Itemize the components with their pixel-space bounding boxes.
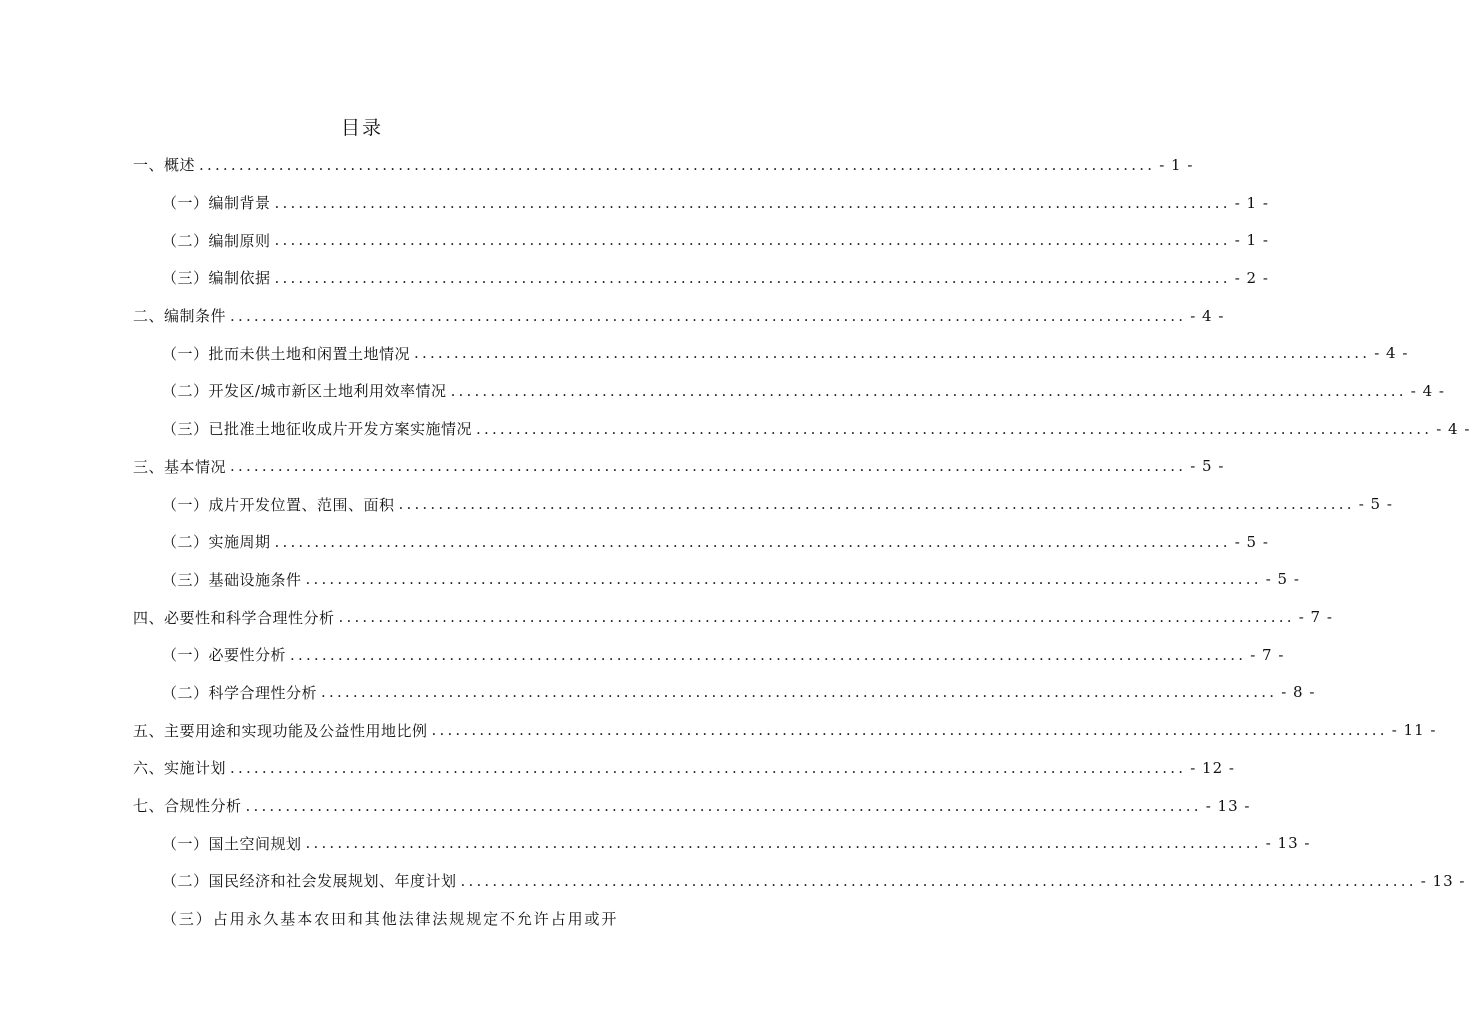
toc-dot-leader: ........................................................................................................................: [305, 570, 1262, 589]
toc-dot-leader: ........................................................................................................................: [338, 608, 1295, 627]
toc-dot-leader: ........................................................................................................................: [321, 683, 1278, 702]
toc-dot-leader: ........................................................................................................................: [274, 193, 1231, 212]
toc-entry[interactable]: [0, 184, 1269, 222]
toc-entry-text: （二）科学合理性分析: [162, 683, 318, 702]
toc-dot-leader: ........................................................................................................................: [274, 231, 1231, 250]
toc-page-number: - 7 -: [1298, 608, 1333, 627]
toc-entry[interactable]: [0, 334, 1409, 372]
toc-page-number: - 7 -: [1250, 645, 1285, 664]
toc-page-number: - 1 -: [1234, 231, 1269, 250]
toc-title: 目录: [340, 117, 383, 139]
toc-dot-leader: ........................................................................................................................: [305, 834, 1262, 853]
toc-entry-text: 七、合规性分析: [133, 797, 242, 816]
table-of-contents: [0, 146, 1470, 937]
toc-dot-leader: ........................................................................................................................: [431, 721, 1388, 740]
toc-page-number: - 8 -: [1281, 683, 1316, 702]
toc-entry-text: （三）已批准土地征收成片开发方案实施情况: [162, 420, 473, 439]
toc-dot-leader: ........................................................................................................................: [414, 344, 1371, 363]
toc-entry[interactable]: [0, 259, 1269, 297]
toc-entry[interactable]: [0, 900, 724, 938]
toc-dot-leader: ........................................................................................................................: [274, 532, 1231, 551]
toc-entry[interactable]: [0, 787, 1251, 825]
toc-page-number: - 5 -: [1358, 495, 1393, 514]
toc-page-number: - 2 -: [1234, 268, 1269, 287]
toc-entry[interactable]: [0, 561, 1300, 599]
toc-entry-text: 五、主要用途和实现功能及公益性用地比例: [133, 721, 428, 740]
toc-page-number: - 12 -: [1190, 758, 1235, 777]
toc-entry-text: （一）编制背景: [162, 194, 271, 213]
toc-entry[interactable]: [0, 146, 1194, 184]
toc-page-number: - 1 -: [1159, 155, 1194, 174]
toc-entry-text: （二）开发区/城市新区土地利用效率情况: [162, 382, 447, 401]
toc-dot-leader: ........................................................................................................................: [230, 758, 1187, 777]
toc-entry-text: （二）编制原则: [162, 231, 271, 250]
toc-entry-text: （三）基础设施条件: [162, 570, 302, 589]
toc-entry[interactable]: [0, 636, 1285, 674]
toc-page-number: - 4 -: [1410, 381, 1445, 400]
toc-entry-text: （三）编制依据: [162, 269, 271, 288]
toc-entry-text: （二）国民经济和社会发展规划、年度计划: [162, 872, 457, 891]
toc-entry[interactable]: [0, 598, 1333, 636]
toc-entry[interactable]: [0, 523, 1269, 561]
toc-dot-leader: ........................................................................................................................: [290, 645, 1247, 664]
toc-entry-text: 四、必要性和科学合理性分析: [133, 608, 335, 627]
toc-entry[interactable]: [0, 862, 1466, 900]
toc-dot-leader: ........................................................................................................................: [398, 495, 1355, 514]
toc-entry[interactable]: [0, 410, 1470, 448]
toc-entry[interactable]: [0, 749, 1235, 787]
toc-entry[interactable]: [0, 448, 1225, 486]
toc-entry-text: （二）实施周期: [162, 533, 271, 552]
toc-dot-leader: ........................................................................................................................: [230, 306, 1187, 325]
toc-entry-text: 一、概述: [133, 156, 196, 175]
toc-page-number: - 5 -: [1190, 457, 1225, 476]
toc-dot-leader: ........................................................................................................................: [460, 871, 1417, 890]
toc-entry[interactable]: [0, 824, 1311, 862]
toc-page-number: - 13 -: [1420, 871, 1466, 890]
toc-entry-text: （一）必要性分析: [162, 646, 287, 665]
toc-dot-leader: ........................................................................................................................: [230, 457, 1187, 476]
toc-page-number: - 11 -: [1391, 721, 1437, 740]
toc-entry-text: （一）成片开发位置、范围、面积: [162, 495, 395, 514]
toc-dot-leader: ........................................................................................................................: [476, 419, 1433, 438]
toc-page-number: - 4 -: [1436, 419, 1470, 438]
toc-page-number: - 4 -: [1190, 306, 1225, 325]
toc-page-number: - 5 -: [1265, 570, 1300, 589]
toc-dot-leader: ........................................................................................................................: [245, 796, 1202, 815]
toc-page-number: - 13 -: [1265, 834, 1311, 853]
toc-dot-leader: ........................................................................................................................: [274, 268, 1231, 287]
toc-entry[interactable]: [0, 221, 1269, 259]
toc-entry[interactable]: [0, 372, 1445, 410]
toc-entry[interactable]: [0, 485, 1393, 523]
toc-entry[interactable]: [0, 674, 1316, 712]
toc-entry-text: （一）国土空间规划: [162, 834, 302, 853]
toc-entry-text: （三）占用永久基本农田和其他法律法规规定不允许占用或开: [162, 910, 619, 929]
toc-entry-text: 二、编制条件: [133, 307, 227, 326]
toc-page-number: - 5 -: [1234, 532, 1269, 551]
toc-entry-text: （一）批而未供土地和闲置土地情况: [162, 344, 411, 363]
toc-dot-leader: ........................................................................................................................: [199, 155, 1156, 174]
toc-page-number: - 13 -: [1205, 796, 1251, 815]
toc-page-number: - 1 -: [1234, 193, 1269, 212]
toc-entry[interactable]: [0, 711, 1437, 749]
toc-entry-text: 三、基本情况: [133, 457, 227, 476]
toc-page-number: - 4 -: [1374, 344, 1409, 363]
toc-dot-leader: ........................................................................................................................: [450, 381, 1407, 400]
toc-entry[interactable]: [0, 297, 1225, 335]
toc-entry-text: 六、实施计划: [133, 759, 227, 778]
